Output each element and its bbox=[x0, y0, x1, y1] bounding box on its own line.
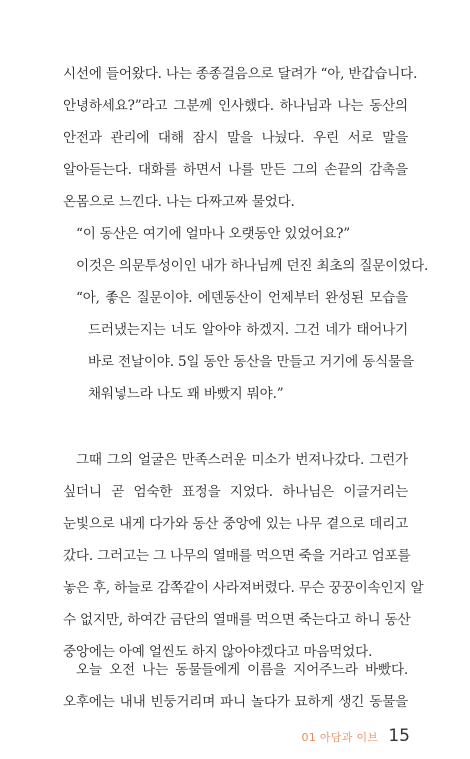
text-line: 수 없지만, 하여간 금단의 열매를 먹으면 죽는다고 하니 동산 bbox=[63, 612, 411, 628]
text-line: 그때 그의 얼굴은 만족스러운 미소가 번져나갔다. 그런가 bbox=[76, 452, 408, 468]
text-line: 이것은 의문투성이인 내가 하나님께 던진 최초의 질문이었다. bbox=[76, 258, 429, 274]
text-line: 놓은 후, 하늘로 감쪽같이 사라져버렸다. 무슨 꿍꿍이속인지 알 bbox=[63, 580, 424, 596]
text-line: 오늘 오전 나는 동물들에게 이름을 지어주느라 바빴다. bbox=[76, 662, 408, 678]
text-line: 오후에는 내내 빈둥거리며 파니 놀다가 묘하게 생긴 동물을 bbox=[63, 694, 408, 710]
text-line: 드러냈는지는 너도 알아야 하겠지. 그건 네가 태어나기 bbox=[88, 322, 408, 338]
text-line: 온몸으로 느낀다. 나는 다짜고짜 물었다. bbox=[63, 194, 295, 210]
text-line: 안전과 관리에 대해 잠시 말을 나눴다. 우린 서로 말을 bbox=[63, 130, 408, 146]
running-title: 01 아담과 이브 bbox=[301, 731, 379, 744]
text-line: “아, 좋은 질문이야. 에덴동산이 언제부터 완성된 모습을 bbox=[76, 290, 408, 306]
text-line: 알아듣는다. 대화를 하면서 나를 만든 그의 손끝의 감촉을 bbox=[63, 162, 408, 178]
text-line: “이 동산은 여기에 얼마나 오랫동안 있었어요?” bbox=[76, 226, 350, 242]
text-line: 갔다. 그러고는 그 나무의 열매를 먹으면 죽을 거라고 엄포를 bbox=[63, 548, 411, 564]
page-number: 15 bbox=[388, 726, 410, 746]
text-line: 싶더니 곧 엄숙한 표정을 지었다. 하나님은 이글거리는 bbox=[63, 484, 408, 500]
text-line: 채워넣느라 나도 꽤 바빴지 뭐야.” bbox=[88, 386, 284, 402]
text-line: 눈빛으로 내게 다가와 동산 중앙에 있는 나무 곁으로 데리고 bbox=[63, 516, 408, 532]
text-line: 안녕하세요?”라고 그분께 인사했다. 하나님과 나는 동산의 bbox=[63, 98, 408, 114]
text-line: 중앙에는 아예 얼씬도 하지 않아야겠다고 마음먹었다. bbox=[63, 644, 373, 660]
text-line: 시선에 들어왔다. 나는 종종걸음으로 달려가 “아, 반갑습니다. bbox=[63, 66, 418, 82]
text-line: 바로 전날이야. 5일 동안 동산을 만들고 거기에 동식물을 bbox=[88, 354, 414, 370]
page-footer bbox=[302, 726, 410, 746]
